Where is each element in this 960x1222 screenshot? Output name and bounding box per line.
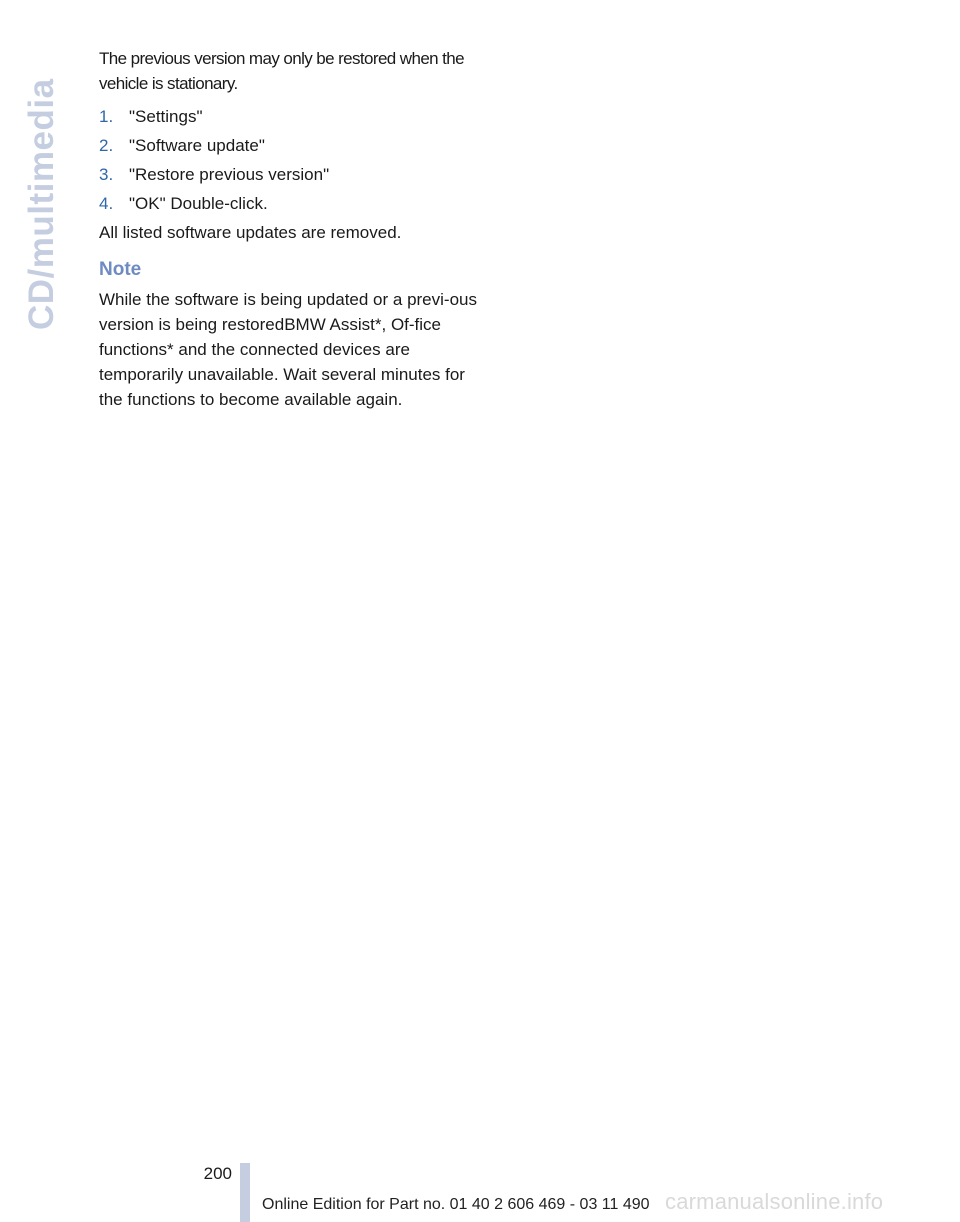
section-title-text: CD/multimedia — [22, 78, 61, 330]
list-item — [99, 133, 479, 158]
watermark: carmanualsonline.info — [665, 1189, 884, 1214]
list-item — [99, 162, 479, 187]
page-number: 200 — [203, 1164, 232, 1183]
steps-list — [99, 104, 479, 216]
step-text: "OK" Double-click. — [129, 194, 268, 213]
footer-text: Online Edition for Part no. 01 40 2 606 469 - 03 11 490 — [262, 1196, 650, 1213]
step-text: "Restore previous version" — [129, 165, 330, 184]
result-paragraph: All listed software updates are removed. — [99, 223, 402, 242]
step-number: 4. — [99, 194, 114, 213]
note-heading: Note — [99, 259, 142, 280]
intro-paragraph: The previous version may only be restored when the vehicle is stationary. — [99, 49, 464, 93]
step-text: "Software update" — [129, 136, 265, 155]
list-item — [99, 191, 479, 216]
step-number: 3. — [99, 165, 114, 184]
list-item — [99, 104, 479, 129]
step-number: 1. — [99, 107, 114, 126]
page-content — [99, 46, 479, 412]
page-bar — [240, 1163, 250, 1222]
section-title — [22, 40, 62, 330]
step-number: 2. — [99, 136, 114, 155]
step-text: "Settings" — [129, 107, 203, 126]
note-body: While the software is being updated or a previ-ous version is being restoredBMW Assist*, Of-fice functions* and the connected devices are temporarily unavailable. Wait several minutes for the functions to become available again. — [99, 290, 477, 409]
